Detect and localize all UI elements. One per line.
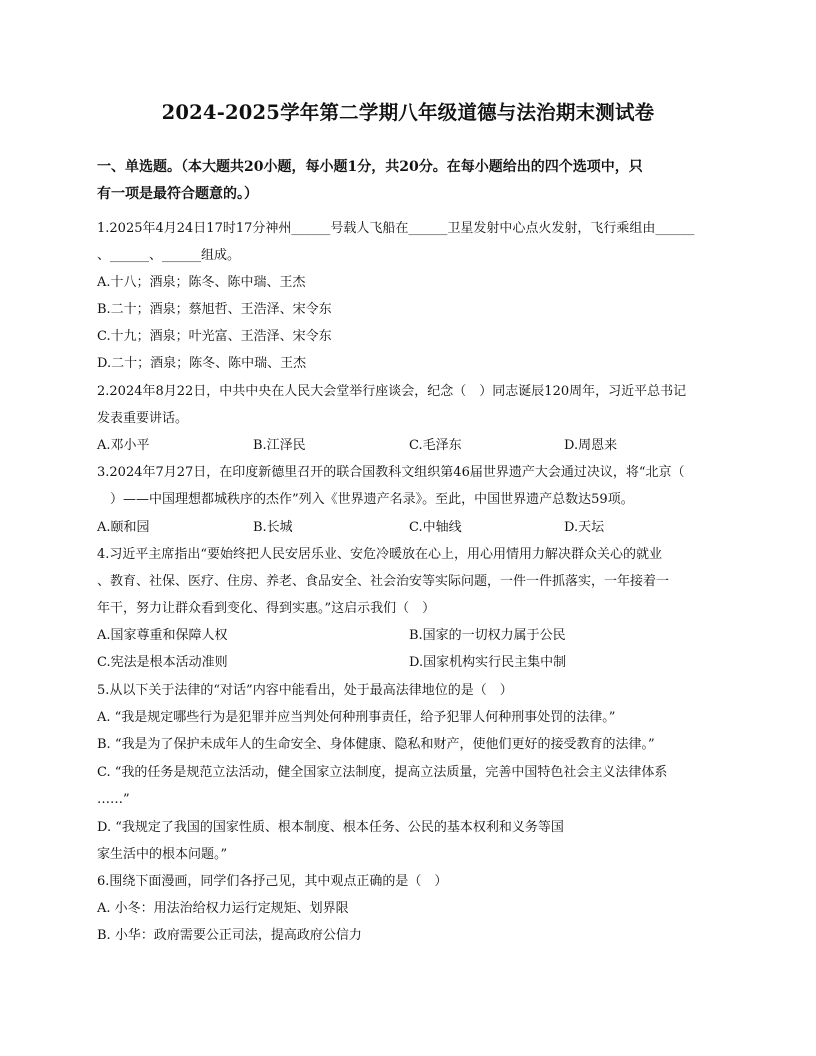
q5-option-d-line-2: 家生活中的根本问题。” — [97, 847, 228, 862]
q5-option-c-line-2: ……” — [97, 792, 130, 807]
q3-option-d: D.天坛 — [564, 520, 605, 535]
q5-stem-line-1: 5.从以下关于法律的“对话”内容中能看出，处于最高法律地位的是（ ） — [97, 683, 513, 698]
section-heading — [97, 154, 722, 208]
q4-stem-line-2: 、教育、社保、医疗、住房、养老、食品安全、社会治安等实际问题，一件一件抓落实，一年接着一 — [97, 574, 670, 589]
q2-stem-line-2: 发表重要讲话。 — [97, 411, 189, 426]
q2-option-c: C.毛泽东 — [409, 438, 462, 453]
q2-option-a: A.邓小平 — [97, 438, 150, 453]
q3-stem-line-1: 3.2024年7月27日，在印度新德里召开的联合国教科文组织第46届世界遗产大会通过决议，将“北京（ — [97, 465, 685, 480]
section-heading-line-2: 有一项是最符合题意的。） — [97, 186, 258, 202]
exam-title: 2024-2025学年第二学期八年级道德与法治期末测试卷 — [161, 101, 655, 124]
q2-option-b: B.江泽民 — [253, 438, 306, 453]
section-heading-line-1: 一、单选题。（本大题共20小题，每小题1分，共20分。在每小题给出的四个选项中，只 — [97, 159, 643, 175]
q3-option-b: B.长城 — [253, 520, 293, 535]
q4-option-a: A.国家尊重和保障人权 — [97, 628, 228, 643]
q5-option-b: B. “我是为了保护未成年人的生命安全、身体健康、隐私和财产，使他们更好的接受教育的法律。” — [97, 737, 655, 752]
q4-stem-line-3: 年干，努力让群众看到变化、得到实惠。”这启示我们（ ） — [97, 601, 436, 616]
q1-option-b: B.二十；酒泉；蔡旭哲、王浩泽、宋令东 — [97, 302, 332, 317]
q3-option-c: C.中轴线 — [409, 520, 462, 535]
q6-option-a: A. 小冬：用法治给权力运行定规矩、划界限 — [97, 901, 349, 916]
q1-option-c: C.十九；酒泉；叶光富、王浩泽、宋令东 — [97, 329, 332, 344]
q6-option-b: B. 小华：政府需要公正司法，提高政府公信力 — [97, 928, 362, 943]
q1-option-d: D.二十；酒泉；陈冬、陈中瑞、王杰 — [97, 356, 307, 371]
q5-option-c-line-1: C. “我的任务是规范立法活动，健全国家立法制度，提高立法质量，完善中国特色社会主义法律体系 — [97, 765, 668, 780]
q1-stem-line-2: 、______、______组成。 — [97, 248, 241, 263]
q3-option-a: A.颐和园 — [97, 520, 150, 535]
q2-option-d: D.周恩来 — [564, 438, 618, 453]
q4-option-d: D.国家机构实行民主集中制 — [409, 655, 567, 670]
q1-option-a: A.十八；酒泉；陈冬、陈中瑞、王杰 — [97, 275, 306, 290]
q4-option-c: C.宪法是根本活动准则 — [97, 655, 228, 670]
q4-option-b: B.国家的一切权力属于公民 — [409, 628, 566, 643]
q1-stem-line-1: 1.2025年4月24日17时17分神州______号载人飞船在______卫星发射中心点火发射，飞行乘组由______ — [97, 221, 695, 236]
q3-stem-line-2: ）——中国理想都城秩序的杰作”列入《世界遗产名录》。至此，中国世界遗产总数达59项。 — [97, 492, 634, 507]
q5-option-a: A. “我是规定哪些行为是犯罪并应当判处何种刑事责任，给予犯罪人何种刑事处罚的法律。” — [97, 710, 616, 725]
q2-stem-line-1: 2.2024年8月22日，中共中央在人民大会堂举行座谈会，纪念（ ）同志诞辰120周年，习近平总书记 — [97, 384, 687, 399]
q6-stem-line-1: 6.围绕下面漫画，同学们各抒己见，其中观点正确的是（ ） — [97, 874, 448, 889]
q4-stem-line-1: 4.习近平主席指出“要始终把人民安居乐业、安危冷暖放在心上，用心用情用力解决群众关心的就业 — [97, 547, 663, 562]
q5-option-d-line-1: D. “我规定了我国的国家性质、根本制度、根本任务、公民的基本权利和义务等国 — [97, 820, 564, 835]
